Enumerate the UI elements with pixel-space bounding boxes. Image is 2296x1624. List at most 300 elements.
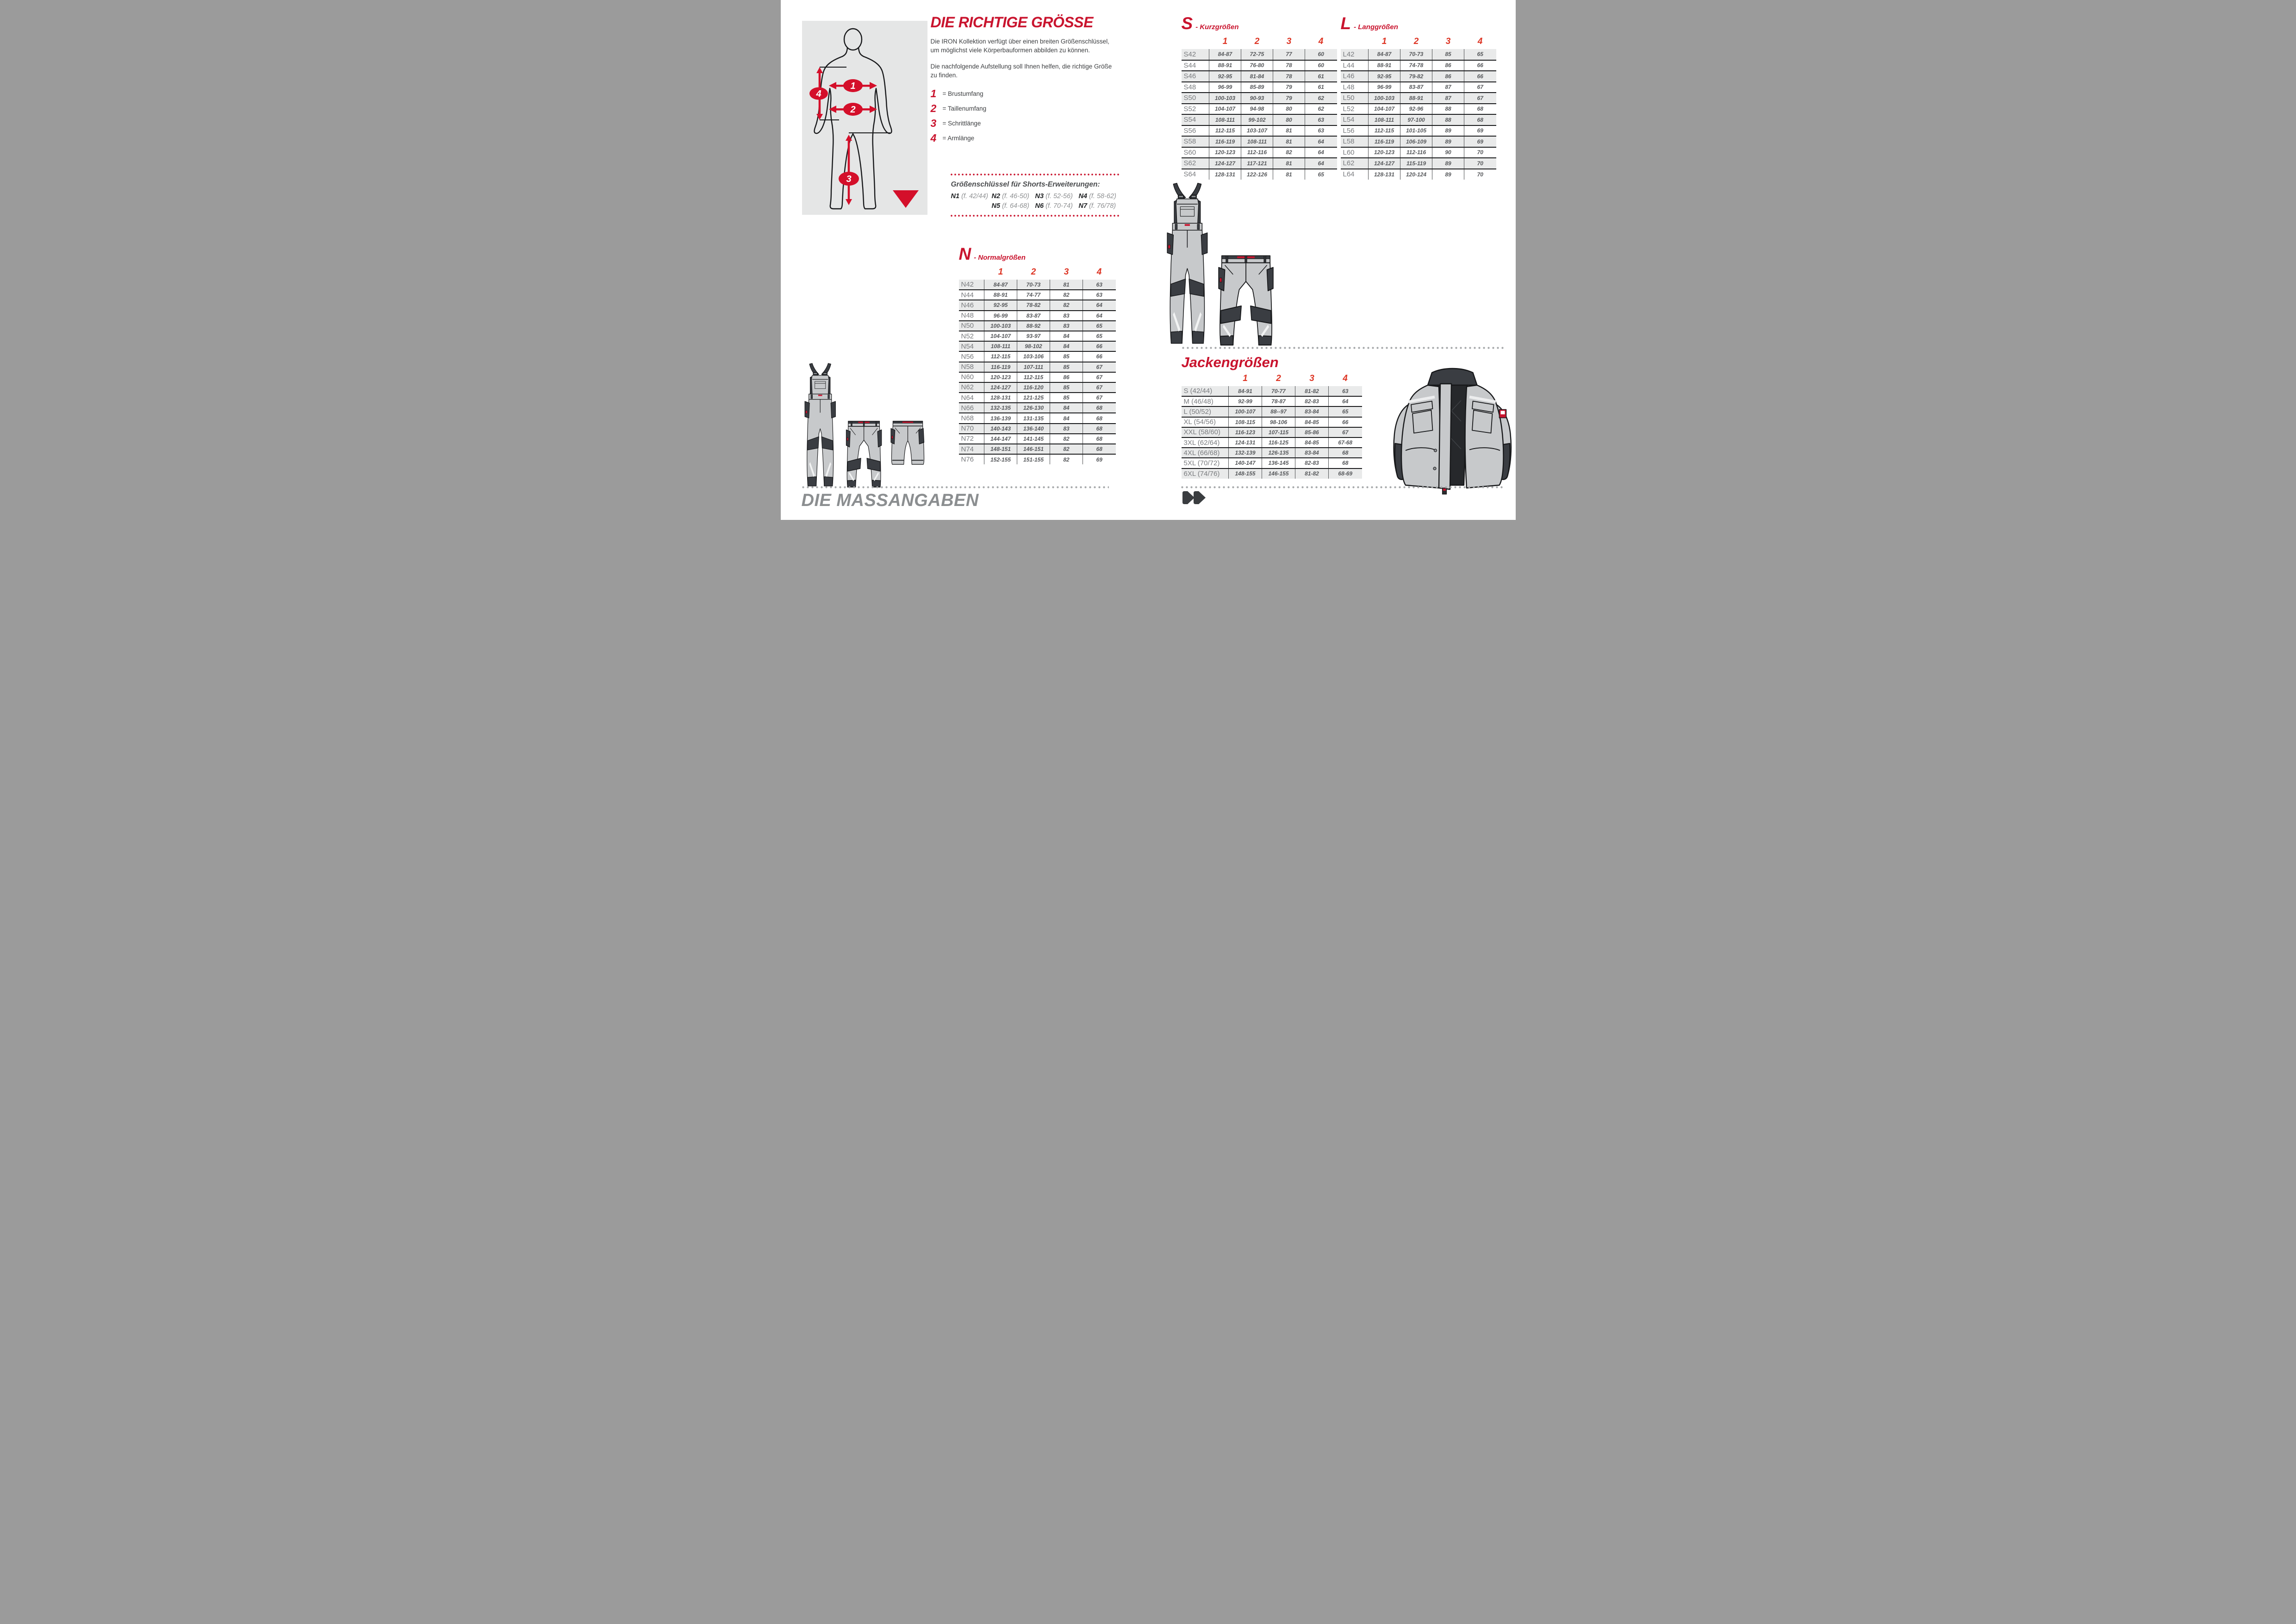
measure-value: 96-99 — [1209, 82, 1241, 93]
measure-value: 66 — [1083, 351, 1116, 362]
measure-value: 116-120 — [1017, 382, 1050, 393]
measure-value: 88-92 — [1017, 321, 1050, 331]
col-header-1: 1 — [1222, 37, 1228, 46]
table-row — [1182, 93, 1337, 104]
size-label: N70 — [961, 425, 974, 433]
table-row — [1341, 114, 1496, 125]
size-label: L56 — [1343, 126, 1355, 135]
normalgroessen-heading — [959, 245, 1116, 262]
size-label: S56 — [1183, 126, 1196, 135]
measure-value: 108-111 — [1241, 136, 1273, 147]
measure-value: 61 — [1305, 71, 1337, 82]
measure-value: 70 — [1464, 147, 1496, 158]
measure-value: 88-91 — [1209, 60, 1241, 71]
measure-value: 92-95 — [1209, 71, 1241, 82]
measure-value: 140-147 — [1229, 458, 1262, 468]
size-label: N68 — [961, 414, 974, 423]
measure-value: 69 — [1083, 454, 1116, 464]
table-row — [1341, 104, 1496, 115]
size-label: S44 — [1183, 61, 1196, 69]
shorts-code: N6 — [1035, 202, 1044, 210]
measure-value: 108-111 — [984, 341, 1017, 351]
shorts-key-entry — [1079, 193, 1119, 200]
table-row — [1182, 147, 1337, 158]
table-row — [1182, 82, 1337, 93]
size-label: N52 — [961, 332, 974, 340]
measure-value: 100-107 — [1229, 406, 1262, 417]
size-label: S62 — [1183, 159, 1196, 168]
triangle-marker — [893, 190, 919, 208]
size-guide-page — [781, 0, 1516, 520]
body-measurement-figure — [802, 21, 927, 215]
measure-value: 112-116 — [1241, 147, 1273, 158]
shorts-key-entry — [992, 202, 1035, 210]
measure-value: 79 — [1273, 93, 1305, 104]
measure-value: 103-106 — [1017, 351, 1050, 362]
measure-value: 78-87 — [1262, 396, 1295, 406]
measure-value: 83-87 — [1017, 311, 1050, 321]
measure-value: 128-131 — [984, 393, 1017, 403]
table-row — [959, 351, 1116, 362]
body-figure-illustration — [802, 21, 927, 215]
bib-overall-illustration — [1167, 183, 1207, 344]
measure-value: 83 — [1050, 424, 1083, 434]
intro-paragraph-1: Die IRON Kollektion verfügt über einen breiten Größenschlüssel, um möglichst viele Körperbauformen abbilden zu können. — [930, 38, 1109, 54]
size-label: L42 — [1343, 50, 1355, 58]
measure-value: 108-111 — [1209, 114, 1241, 125]
measure-value: 106-109 — [1400, 136, 1432, 147]
measure-value: 67 — [1464, 93, 1496, 104]
table-row — [959, 280, 1116, 290]
legend-number-1: 1 — [930, 87, 937, 100]
shorts-key-entry — [1035, 202, 1079, 210]
measure-value: 88--97 — [1262, 406, 1295, 417]
measure-value: 84-91 — [1229, 386, 1262, 396]
measure-value: 88 — [1432, 104, 1464, 115]
measure-value: 84-85 — [1295, 437, 1329, 448]
table-row — [1182, 136, 1337, 147]
size-label: N50 — [961, 322, 974, 330]
measure-value: 94-98 — [1241, 104, 1273, 115]
legend-item-brustumfang — [931, 88, 987, 99]
measure-value: 112-116 — [1400, 147, 1432, 158]
size-label: S42 — [1183, 50, 1196, 58]
table-row — [959, 413, 1116, 423]
measure-value: 112-115 — [984, 351, 1017, 362]
shorts-range: (f. 52-56) — [1045, 193, 1073, 200]
col-header-1: 1 — [998, 267, 1003, 277]
measure-value: 120-123 — [984, 372, 1017, 382]
legend-number-4: 4 — [930, 131, 937, 144]
measure-value: 85-89 — [1241, 82, 1273, 93]
measure-value: 141-145 — [1017, 434, 1050, 444]
measure-value: 62 — [1305, 104, 1337, 115]
table-row — [1182, 437, 1362, 448]
measure-value: 104-107 — [984, 331, 1017, 341]
badge-3-number: 3 — [846, 174, 852, 184]
intro-paragraph-2: Die nachfolgende Aufstellung soll Ihnen helfen, die richtige Größe zu finden. — [930, 62, 1112, 79]
measure-value: 84 — [1050, 403, 1083, 413]
measure-value: 84-87 — [1369, 49, 1400, 60]
measure-value: 70-73 — [1400, 49, 1432, 60]
measure-value: 124-131 — [1229, 437, 1262, 448]
table-row — [959, 290, 1116, 300]
size-label: S54 — [1183, 116, 1196, 124]
measure-value: 100-103 — [984, 321, 1017, 331]
page-title: DIE RICHTIGE GRÖSSE — [930, 14, 1093, 31]
measure-value: 66 — [1329, 417, 1362, 427]
measure-value: 67 — [1083, 362, 1116, 372]
measure-value: 82 — [1050, 434, 1083, 444]
measure-value: 124-127 — [1369, 158, 1400, 169]
inseam-measure-arrow — [846, 135, 852, 205]
measure-value: 70 — [1464, 158, 1496, 169]
corner-cell — [1182, 374, 1229, 386]
normalgroessen-section — [959, 245, 1116, 464]
size-label: 3XL (62/64) — [1183, 438, 1220, 447]
measure-value: 63 — [1083, 280, 1116, 290]
measure-value: 67-68 — [1329, 437, 1362, 448]
column-header-row — [1182, 374, 1362, 386]
measure-value: 68 — [1329, 458, 1362, 468]
measure-value: 82 — [1050, 454, 1083, 464]
table-row — [1182, 49, 1337, 60]
gray-dotted-separator-bottom-right — [1181, 486, 1505, 489]
size-label: S48 — [1183, 83, 1196, 91]
table-row — [959, 372, 1116, 382]
legend-label-4: = Armlänge — [942, 134, 975, 142]
table-row — [959, 362, 1116, 372]
shorts-size-key-box — [950, 173, 1120, 217]
measure-value: 122-126 — [1241, 169, 1273, 180]
measure-value: 65 — [1464, 49, 1496, 60]
measure-value: 107-111 — [1017, 362, 1050, 372]
measure-value: 128-131 — [1209, 169, 1241, 180]
table-row — [959, 321, 1116, 331]
measure-value: 68 — [1083, 424, 1116, 434]
measure-value: 81 — [1273, 169, 1305, 180]
badge-4-number: 4 — [815, 89, 821, 99]
measure-value: 116-119 — [1369, 136, 1400, 147]
measure-value: 84-87 — [1209, 49, 1241, 60]
size-label: L48 — [1343, 83, 1355, 91]
size-label: L46 — [1343, 72, 1355, 81]
col-header-2: 2 — [1276, 374, 1281, 383]
measure-value: 65 — [1083, 331, 1116, 341]
measure-value: 92-95 — [1369, 71, 1400, 82]
size-label: 4XL (66/68) — [1183, 449, 1220, 457]
table-row — [959, 311, 1116, 321]
table-row — [1182, 468, 1362, 479]
measure-value: 81 — [1273, 158, 1305, 169]
trousers-illustration — [846, 421, 881, 487]
measure-value: 116-119 — [1209, 136, 1241, 147]
measure-value: 144-147 — [984, 434, 1017, 444]
measure-value: 115-119 — [1400, 158, 1432, 169]
measure-value: 96-99 — [1369, 82, 1400, 93]
kurzgroessen-table — [1182, 37, 1337, 180]
size-label: N54 — [961, 342, 974, 350]
measure-value: 70-73 — [1017, 280, 1050, 290]
measure-value: 148-155 — [1229, 468, 1262, 479]
col-header-2: 2 — [1031, 267, 1036, 277]
size-label: L58 — [1343, 137, 1355, 146]
measure-value: 85 — [1050, 393, 1083, 403]
table-row — [959, 434, 1116, 444]
table-row — [1182, 396, 1362, 406]
measure-value: 85 — [1050, 351, 1083, 362]
measure-value: 63 — [1083, 290, 1116, 300]
langgroessen-table — [1341, 37, 1496, 180]
column-header-row — [1182, 37, 1337, 49]
shorts-key-entry — [1079, 202, 1119, 210]
measure-value: 96-99 — [984, 311, 1017, 321]
table-row — [959, 444, 1116, 454]
badge-1-number: 1 — [850, 81, 856, 91]
measure-value: 140-143 — [984, 424, 1017, 434]
measure-value: 99-102 — [1241, 114, 1273, 125]
measure-value: 92-99 — [1229, 396, 1262, 406]
footer-title: DIE MASSANGABEN — [801, 491, 979, 510]
size-label: 5XL (70/72) — [1183, 459, 1220, 467]
table-row — [959, 454, 1116, 464]
measure-value: 148-151 — [984, 444, 1017, 454]
measure-value: 68 — [1083, 434, 1116, 444]
shorts-code: N3 — [1035, 193, 1044, 200]
size-label: S46 — [1183, 72, 1196, 81]
measure-value: 82-83 — [1295, 396, 1329, 406]
measure-value: 64 — [1305, 136, 1337, 147]
measure-value: 124-127 — [984, 382, 1017, 393]
measure-value: 63 — [1305, 114, 1337, 125]
measure-value: 67 — [1464, 82, 1496, 93]
measure-value: 84 — [1050, 331, 1083, 341]
langgroessen-letter: L — [1340, 14, 1351, 33]
size-label: S58 — [1183, 137, 1196, 146]
legend-label-1: = Brustumfang — [942, 90, 983, 97]
measure-value: 61 — [1305, 82, 1337, 93]
size-label: N58 — [961, 363, 974, 371]
measure-bracket-lines — [820, 67, 890, 133]
measure-value: 90-93 — [1241, 93, 1273, 104]
size-label: L50 — [1343, 94, 1355, 102]
size-label: N44 — [961, 291, 974, 299]
table-row — [1182, 158, 1337, 169]
measure-value: 112-115 — [1209, 125, 1241, 137]
table-row — [959, 424, 1116, 434]
measure-value: 124-127 — [1209, 158, 1241, 169]
col-header-3: 3 — [1445, 37, 1451, 46]
measure-value: 92-96 — [1400, 104, 1432, 115]
measure-value: 101-105 — [1400, 125, 1432, 137]
size-label: 6XL (74/76) — [1183, 469, 1220, 478]
table-row — [1182, 60, 1337, 71]
measure-value: 86 — [1432, 71, 1464, 82]
normalgroessen-suffix: - Normalgrößen — [974, 254, 1026, 262]
table-row — [1182, 71, 1337, 82]
measure-value: 85-86 — [1295, 427, 1329, 437]
measure-value: 88-91 — [1400, 93, 1432, 104]
measure-value: 152-155 — [984, 454, 1017, 464]
measure-value: 97-100 — [1400, 114, 1432, 125]
measure-value: 136-145 — [1262, 458, 1295, 468]
measure-value: 68 — [1083, 413, 1116, 423]
measure-value: 82-83 — [1295, 458, 1329, 468]
size-label: XL (54/56) — [1183, 418, 1216, 426]
measure-value: 132-135 — [984, 403, 1017, 413]
measure-value: 136-140 — [1017, 424, 1050, 434]
table-row — [1341, 125, 1496, 137]
legend-number-2: 2 — [930, 102, 937, 114]
measure-value: 93-97 — [1017, 331, 1050, 341]
measure-value: 116-123 — [1229, 427, 1262, 437]
langgroessen-heading — [1341, 15, 1496, 32]
measure-value: 83-84 — [1295, 448, 1329, 458]
kurzgroessen-heading — [1182, 15, 1337, 32]
measure-value: 70-77 — [1262, 386, 1295, 396]
measure-value: 64 — [1305, 158, 1337, 169]
measure-value: 84 — [1050, 341, 1083, 351]
size-label: N76 — [961, 456, 974, 464]
measure-value: 84-87 — [984, 280, 1017, 290]
table-row — [1341, 169, 1496, 180]
shorts-range: (f. 58-62) — [1089, 193, 1116, 200]
measure-value: 79-82 — [1400, 71, 1432, 82]
legend-item-armlaenge — [931, 132, 987, 144]
size-label: M (46/48) — [1183, 397, 1213, 406]
normalgroessen-table — [959, 267, 1116, 464]
measure-value: 68 — [1329, 448, 1362, 458]
table-row — [959, 341, 1116, 351]
measure-value: 87 — [1432, 93, 1464, 104]
jacket-illustration — [1391, 365, 1512, 496]
measure-value: 80 — [1273, 114, 1305, 125]
measure-value: 120-124 — [1400, 169, 1432, 180]
table-row — [1182, 386, 1362, 396]
measure-value: 65 — [1329, 406, 1362, 417]
measure-value: 85 — [1432, 49, 1464, 60]
corner-cell — [959, 267, 984, 280]
table-row — [1182, 427, 1362, 437]
column-header-row — [1341, 37, 1496, 49]
table-row — [959, 403, 1116, 413]
measure-value: 79 — [1273, 82, 1305, 93]
table-row — [1182, 125, 1337, 137]
measurement-legend — [931, 88, 987, 147]
measure-value: 103-107 — [1241, 125, 1273, 137]
size-label: XXL (58/60) — [1183, 428, 1220, 437]
measure-value: 85 — [1050, 362, 1083, 372]
measure-value: 83 — [1050, 311, 1083, 321]
table-row — [1182, 114, 1337, 125]
measure-value: 132-139 — [1229, 448, 1262, 458]
measure-value: 76-80 — [1241, 60, 1273, 71]
size-label: L64 — [1343, 170, 1355, 179]
measure-value: 78 — [1273, 60, 1305, 71]
col-header-4: 4 — [1343, 374, 1348, 383]
measure-value: 81-82 — [1295, 468, 1329, 479]
measure-value: 89 — [1432, 158, 1464, 169]
measure-value: 68 — [1464, 104, 1496, 115]
size-label: S52 — [1183, 105, 1196, 113]
col-header-3: 3 — [1309, 374, 1314, 383]
measure-value: 98-102 — [1017, 341, 1050, 351]
measure-value: 89 — [1432, 169, 1464, 180]
table-row — [1182, 417, 1362, 427]
corner-cell — [1341, 37, 1369, 49]
table-row — [1341, 82, 1496, 93]
shorts-code: N5 — [991, 202, 1001, 210]
size-label: S60 — [1183, 148, 1196, 156]
size-label: L60 — [1343, 148, 1355, 156]
shorts-range: (f. 46-50) — [1002, 193, 1029, 200]
measure-value: 82 — [1050, 290, 1083, 300]
table-row — [1341, 136, 1496, 147]
measure-value: 66 — [1464, 60, 1496, 71]
measure-value: 88 — [1432, 114, 1464, 125]
measure-value: 60 — [1305, 49, 1337, 60]
measure-value: 100-103 — [1369, 93, 1400, 104]
table-row — [1182, 406, 1362, 417]
measure-value: 100-103 — [1209, 93, 1241, 104]
measure-value: 112-115 — [1017, 372, 1050, 382]
legend-item-schrittlaenge — [931, 118, 987, 129]
measure-value: 81 — [1050, 280, 1083, 290]
table-row — [1341, 49, 1496, 60]
size-label: N64 — [961, 394, 974, 402]
measure-value: 68-69 — [1329, 468, 1362, 479]
measure-value: 117-121 — [1241, 158, 1273, 169]
measure-value: 82 — [1050, 444, 1083, 454]
measure-value: 65 — [1305, 169, 1337, 180]
garment-set-illustration — [799, 361, 947, 493]
measure-value: 64 — [1305, 147, 1337, 158]
measure-value: 131-135 — [1017, 413, 1050, 423]
table-row — [1341, 158, 1496, 169]
measure-value: 88-91 — [984, 290, 1017, 300]
shorts-key-entries — [951, 193, 1119, 210]
bib-overall-and-trousers-illustration — [1154, 181, 1279, 348]
measure-value: 82 — [1273, 147, 1305, 158]
legend-label-2: = Taillenumfang — [942, 105, 987, 112]
measure-value: 66 — [1083, 341, 1116, 351]
col-header-4: 4 — [1096, 267, 1102, 277]
measure-value: 69 — [1464, 136, 1496, 147]
jackengroessen-title: Jackengrößen — [1181, 354, 1279, 370]
size-label: L54 — [1343, 116, 1355, 124]
measure-value: 83-84 — [1295, 406, 1329, 417]
col-header-2: 2 — [1254, 37, 1260, 46]
measure-value: 78 — [1273, 71, 1305, 82]
shorts-code: N2 — [991, 193, 1001, 200]
gray-dotted-separator-bottom-left — [802, 486, 1109, 489]
legend-item-taillenumfang — [931, 103, 987, 114]
measure-value: 83-87 — [1400, 82, 1432, 93]
measure-value: 121-125 — [1017, 393, 1050, 403]
shorts-range: (f. 76/78) — [1089, 202, 1116, 210]
measure-value: 69 — [1464, 125, 1496, 137]
size-label: N62 — [961, 383, 974, 392]
kurzgroessen-section — [1182, 15, 1337, 180]
measure-value: 78-82 — [1017, 300, 1050, 310]
size-label: L52 — [1343, 105, 1355, 113]
col-header-3: 3 — [1286, 37, 1292, 46]
measure-value: 67 — [1329, 427, 1362, 437]
measure-value: 68 — [1083, 403, 1116, 413]
measure-value: 77 — [1273, 49, 1305, 60]
langgroessen-suffix: - Langgrößen — [1354, 23, 1398, 31]
measure-value: 151-155 — [1017, 454, 1050, 464]
